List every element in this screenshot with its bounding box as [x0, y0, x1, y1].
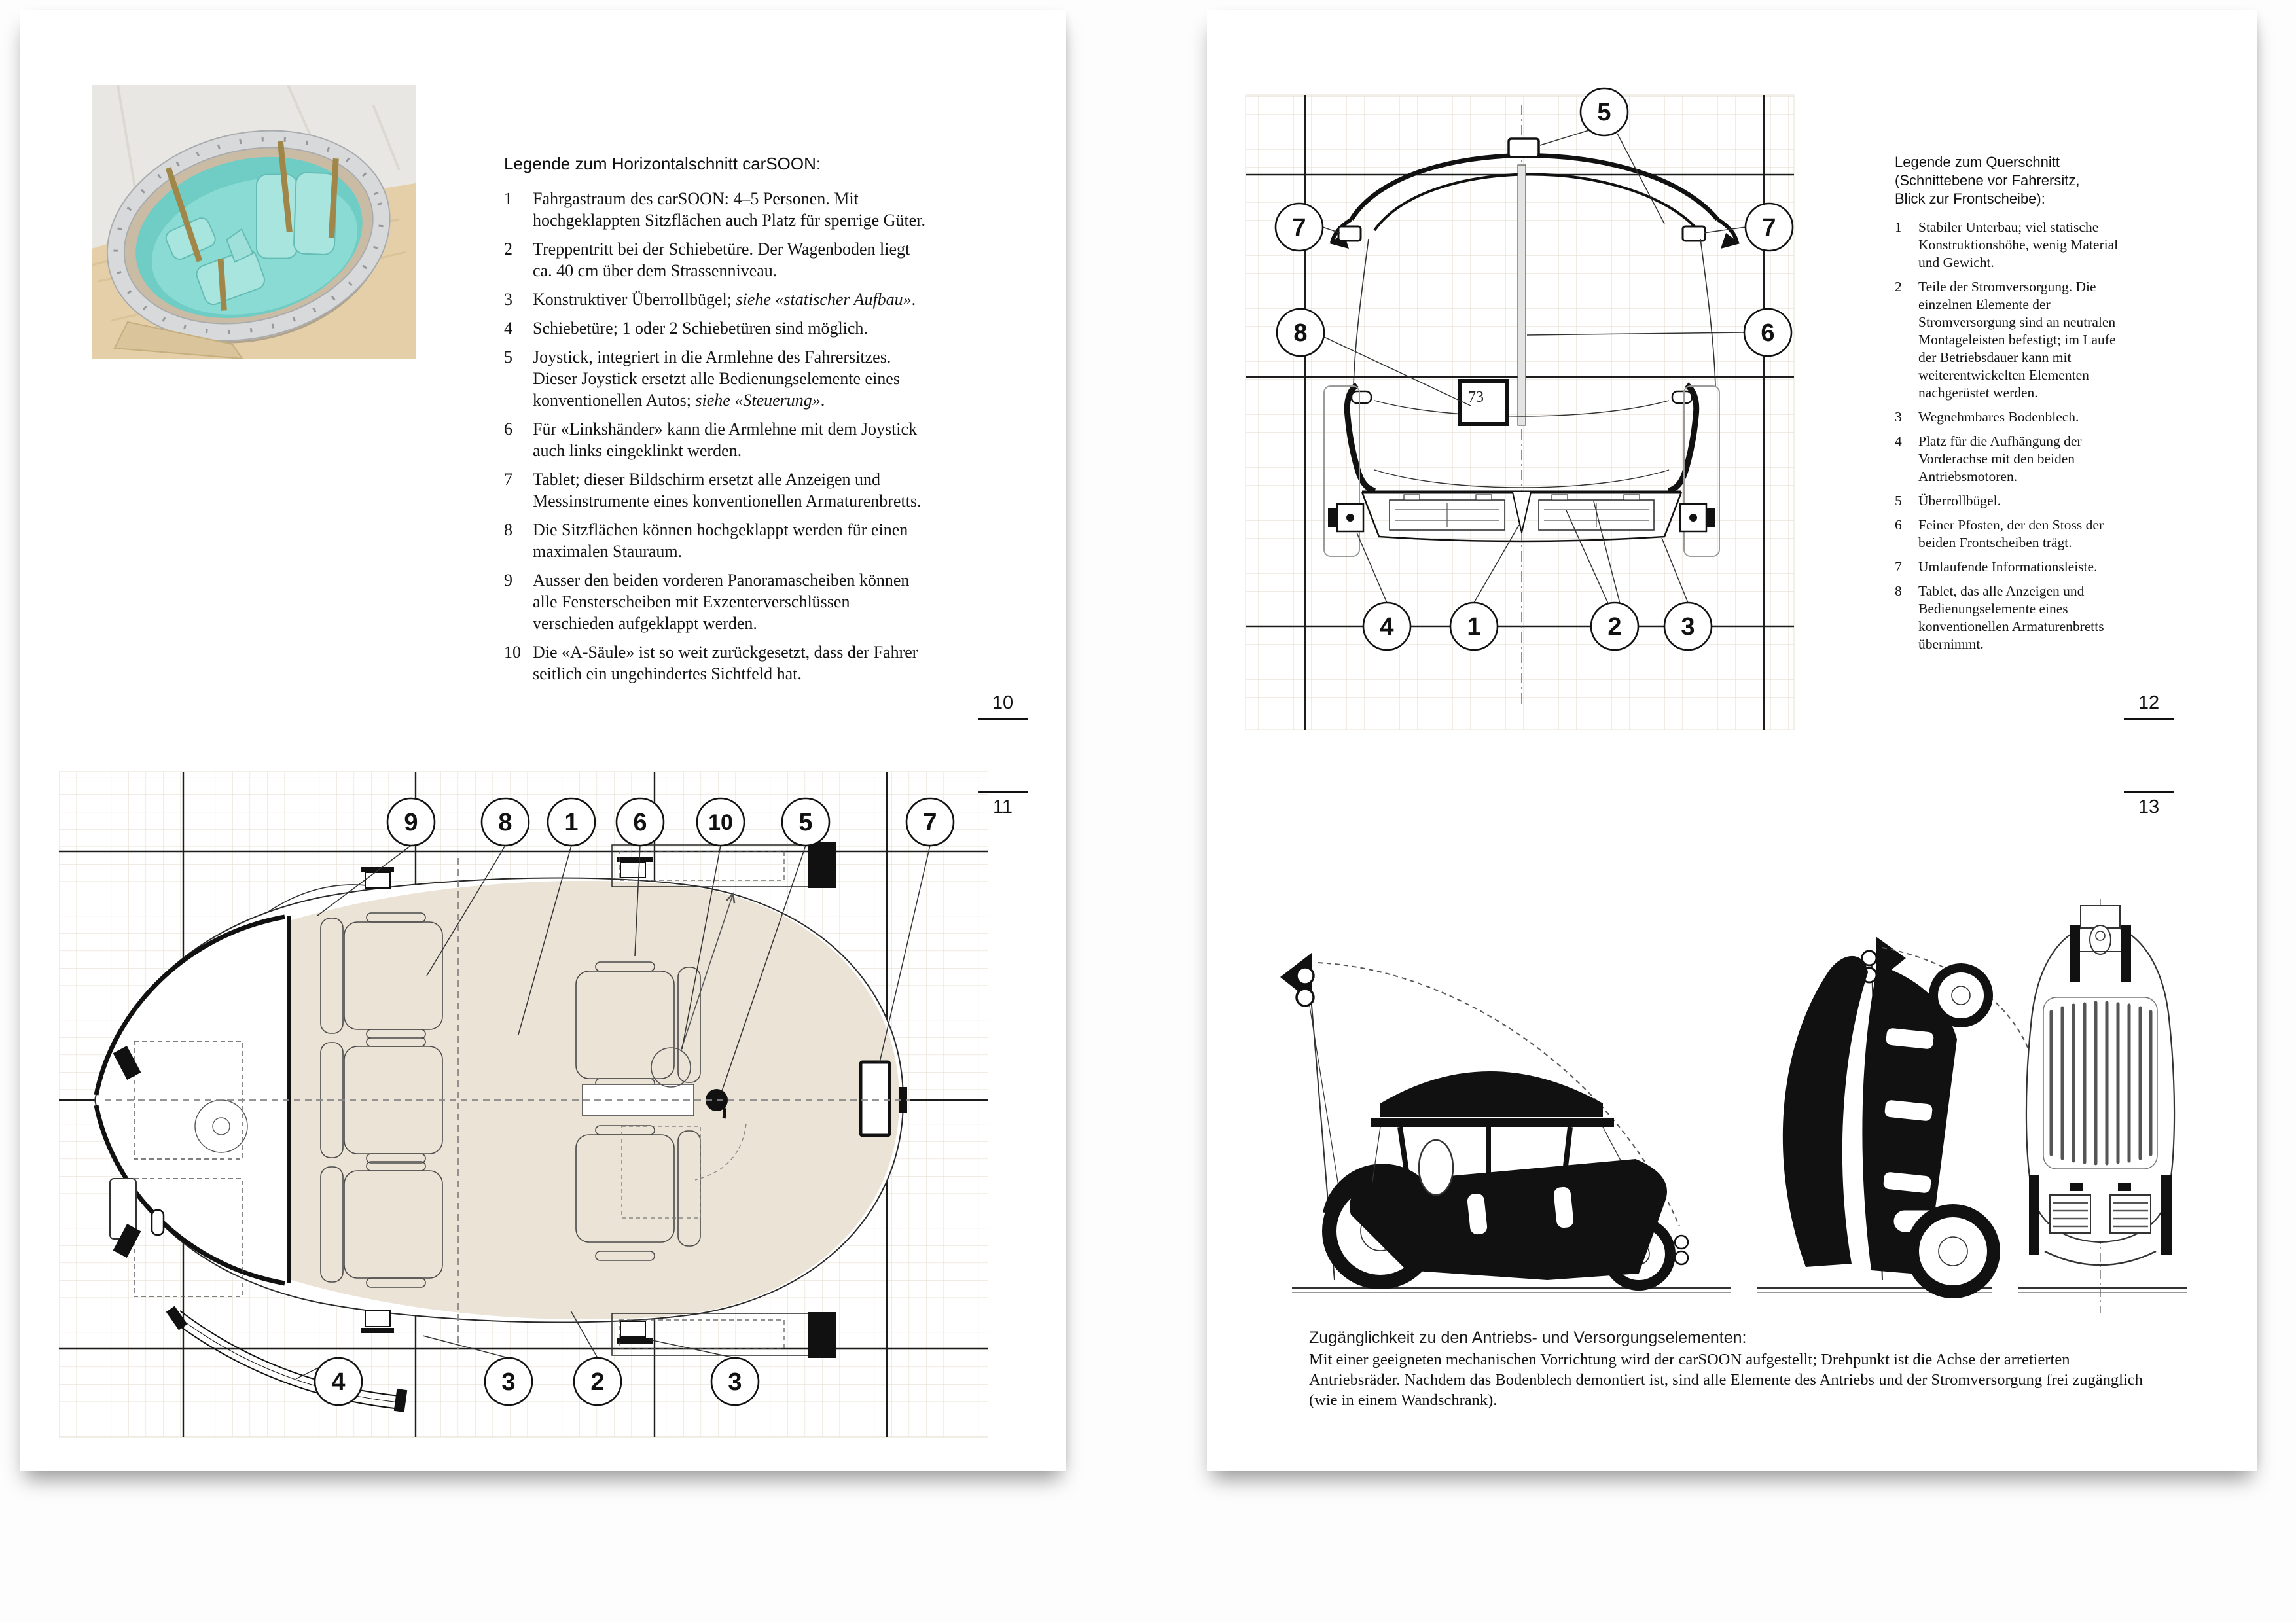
page-number-11: 11	[978, 791, 1028, 818]
model-photo	[92, 85, 416, 359]
svg-text:7: 7	[1762, 214, 1776, 241]
page-number-12: 12	[2124, 692, 2174, 720]
info-strip	[1371, 1118, 1614, 1127]
legend-item-7: 7 Umlaufende Informationsleiste.	[1895, 559, 2098, 575]
center-post	[1518, 165, 1526, 425]
tilted-view	[1757, 936, 2030, 1293]
legend-item-7: 7 Tablet; dieser Bildschirm ersetzt alle Anzeigen und Messinstrumente eines konventionellen Armaturenbretts.	[504, 470, 922, 510]
nose-latch	[152, 1210, 164, 1235]
underside-view	[2018, 899, 2187, 1313]
roof-crescent	[1783, 956, 1868, 1267]
svg-text:1: 1	[1467, 613, 1481, 641]
page-rule	[2124, 791, 2174, 793]
legend-item-4: 4 Platz für die Aufhängung der Vorderachse mit den beiden Antriebsmotoren.	[1895, 433, 2082, 484]
legend-horizontalschnitt	[504, 153, 926, 692]
caption-title: Zugänglichkeit zu den Antriebs- und Versorgungselementen:	[1309, 1329, 1747, 1347]
legend-item-5: 5 Joystick, integriert in die Armlehne des Fahrersitzes. Dieser Joystick ersetzt alle Bedienungselemente eines konventionellen Autos; siehe «Steuerung».	[504, 348, 900, 410]
roof-apex-strip	[1509, 139, 1539, 157]
legend-item-10: 10 Die «A-Säule» ist so weit zurückgesetzt, dass der Fahrer seitlich ein ungehindertes Sichtfeld hat.	[504, 643, 918, 683]
svg-text:7: 7	[1292, 214, 1306, 241]
svg-text:10: 10	[708, 810, 733, 835]
legend-item-8: 8 Die Sitzflächen können hochgeklappt werden für einen maximalen Stauraum.	[504, 520, 908, 561]
svg-text:5: 5	[798, 809, 813, 836]
svg-text:3: 3	[1681, 613, 1695, 641]
svg-text:1: 1	[564, 809, 579, 836]
page-number-13: 13	[2124, 791, 2174, 818]
axle-bar-right	[2161, 1175, 2172, 1255]
tilt-up-illustration	[1272, 887, 2189, 1319]
legend-item-4: 4 Schiebetüre; 1 oder 2 Schiebetüren sind möglich.	[504, 319, 868, 338]
door-window	[1419, 1140, 1453, 1195]
page-rule	[978, 718, 1028, 720]
svg-text:2: 2	[590, 1368, 605, 1396]
legend-item-9: 9 Ausser den beiden vorderen Panoramascheiben können alle Fensterscheiben mit Exzenterverschlüssen verschieden aufgeklappt werden.	[504, 571, 910, 633]
legend-item-1: 1 Stabiler Unterbau; viel statische Konstruktionshöhe, wenig Material und Gewicht.	[1895, 219, 2119, 270]
tablet-value: 73	[1468, 389, 1484, 406]
legend-item-2: 2 Treppentritt bei der Schiebetüre. Der Wagenboden liegt ca. 40 cm über dem Strassenniveau.	[504, 240, 910, 280]
info-strip-right	[1683, 226, 1705, 241]
svg-text:7: 7	[923, 809, 937, 836]
legend-title: Legende zum Querschnitt (Schnittebene vor Fahrersitz, Blick zur Frontscheibe):	[1895, 154, 2080, 207]
tablet-plan	[861, 1062, 889, 1135]
caption-body: Mit einer geeigneten mechanischen Vorrichtung wird der carSOON aufgestellt; Drehpunkt ist die Achse der arretierten Antriebsräder. Nachdem das Bodenblech demontiert ist, sind alle Elemente des Antriebs und der Stromversorgung frei zugänglich (wie in einem Wandschrank).	[1309, 1351, 2143, 1409]
legend-item-8: 8 Tablet, das alle Anzeigen und Bedienungselemente eines konventionellen Armaturenbretts übernimmt.	[1895, 583, 2104, 652]
legend-item-6: 6 Für «Linkshänder» kann die Armlehne mit dem Joystick auch links eingeklinkt werden.	[504, 419, 918, 460]
page-right	[1207, 10, 2257, 1471]
axle-mount-right	[1680, 504, 1715, 531]
power-module-left	[1390, 495, 1505, 530]
legend-item-2: 2 Teile der Stromversorgung. Die einzelnen Elemente der Stromversorgung sind an neutralen Montageleisten befestigt; im Laufe der Betriebsdauer kann mit weiterentwickelten Elementen nachgerüstet werden.	[1895, 279, 2116, 401]
legend-item-6: 6 Feiner Pfosten, der den Stoss der beiden Frontscheiben trägt.	[1895, 517, 2104, 550]
legend-item-1: 1 Fahrgastraum des carSOON: 4–5 Personen. Mit hochgeklappten Sitzflächen auch Platz für sperrige Güter.	[504, 189, 925, 230]
page-number-10: 10	[978, 692, 1028, 720]
svg-text:2: 2	[1607, 613, 1622, 641]
info-strip-left	[1338, 226, 1361, 241]
legend-item-5: 5 Überrollbügel.	[1895, 493, 2001, 508]
legend-querschnitt	[1895, 153, 2130, 660]
horizontal-section-drawing	[59, 760, 988, 1440]
page-rule	[2124, 718, 2174, 720]
axle-mount-left	[1328, 504, 1363, 531]
side-view	[1280, 953, 1731, 1293]
legend-item-3: 3 Wegnehmbares Bodenblech.	[1895, 409, 2079, 425]
svg-text:3: 3	[728, 1368, 742, 1396]
axle-bar-left	[2029, 1175, 2039, 1255]
caption-zugaenglichkeit	[1309, 1327, 2147, 1410]
svg-text:3: 3	[501, 1368, 516, 1396]
svg-text:8: 8	[1293, 319, 1308, 347]
svg-text:9: 9	[404, 809, 418, 836]
svg-text:4: 4	[331, 1368, 346, 1396]
svg-text:6: 6	[1761, 319, 1775, 347]
page-left	[20, 10, 1066, 1471]
svg-text:4: 4	[1380, 613, 1394, 641]
svg-text:6: 6	[633, 809, 647, 836]
roof-dome	[1380, 1071, 1603, 1118]
svg-text:8: 8	[498, 809, 512, 836]
legend-item-3: 3 Konstruktiver Überrollbügel; siehe «statischer Aufbau».	[504, 290, 916, 309]
cross-section-drawing	[1240, 79, 1803, 733]
svg-text:5: 5	[1597, 99, 1611, 126]
legend-title: Legende zum Horizontalschnitt carSOON:	[504, 154, 821, 173]
